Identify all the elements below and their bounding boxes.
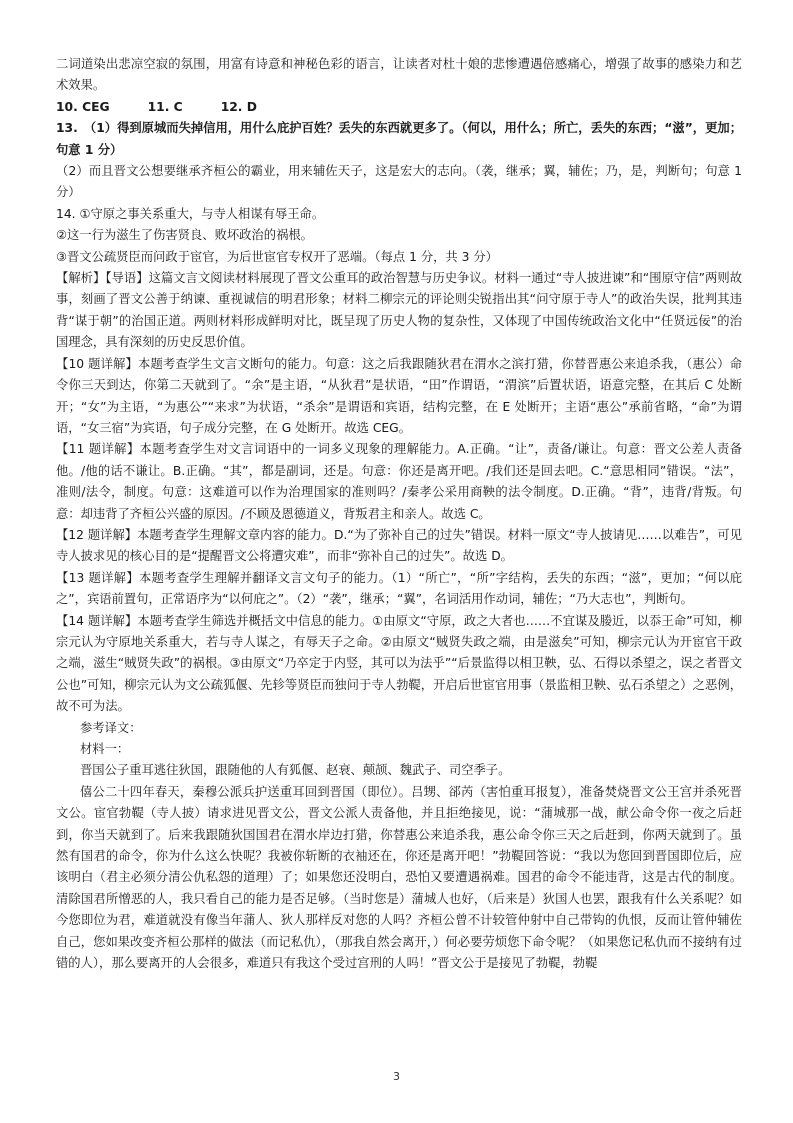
explanation-13: 【13 题详解】本题考查学生理解并翻译文言文句子的能力。（1）“所亡”，“所”字结构，丢失的东西；“滋”，更加；“何以庇之”，宾语前置句，正常语序为“以何庇之”。（2）“袭”，继承；“翼”，名词活用作动词，辅佐；“乃大志也”，判断句。 — [56, 570, 742, 607]
explanation-14: 【14 题详解】本题考查学生筛选并概括文中信息的能力。①由原文“守原，政之大者也……不宜谋及媵近，以忝王命”可知，柳宗元认为守原地关系重大，若与寺人谋之，有辱天子之命。②由原文“贼贤失政之端，由是滋矣”可知，柳宗元认为开宦官干政之端，滋生“贼贤失政”的祸根。③由原文“乃卒定于内竖，其可以为法乎”“后景监得以相卫鞅，弘、石得以杀望之，误之者晋文公也”可知，柳宗元认为文公疏狐偃、先轸等贤臣而独问于寺人勃鞮，开启后世宦官用事（景监相卫鞅、弘石杀望之）之恶例，故不可为法。 — [56, 613, 742, 714]
answer-10: 10. CEG — [56, 99, 110, 114]
page-number: 3 — [393, 1070, 400, 1083]
translation-paragraph-2: 僖公二十四年春天，秦穆公派兵护送重耳回到晋国（即位）。吕甥、郤芮（害怕重耳报复），准备焚烧晋文公王宫并杀死晋文公。宦官勃鞮（寺人披）请求进见晋文公，晋文公派人责备他，并且拒绝接见，说：“蒲城那一战，献公命令你一夜之后赶到，你当天就到了。后来我跟随狄国国君在渭水岸边打猎，你替惠公来追杀我，惠公命令你三天之后赶到，你两天就到了。虽然有国君的命令，你为什么这么快呢？我被你斩断的衣袖还在，你还是离开吧！”勃鞮回答说：“我以为您回到晋国即位后，应该明白（君主必须分清公仇私怨的道理）了；如果您还没明白，恐怕又要遭遇祸难。国君的命令不能违背，这是古代的制度。清除国君所憎恶的人，我只看自己的能力是否足够。（当时您是）蒲城人也好，（后来是）狄国人也罢，跟我有什么关系呢？如今您即位为君，难道就没有像当年蒲人、狄人那样反对您的人吗？齐桓公曾不计较管仲射中自己带钩的仇恨，反而让管仲辅佐自己，您如果改变齐桓公那样的做法（而记私仇），（那我自然会离开，）何必要劳烦您下命令呢？（如果您记私仇而不接纳有过错的人），那么要离开的人会很多，难道只有我这个受过宫刑的人吗！”晋文公于是接见了勃鞮，勃鞮 — [56, 784, 742, 971]
material-1-heading: 材料一： — [80, 742, 130, 756]
answer-12: 12. D — [220, 99, 257, 114]
explanation-11: 【11 题详解】本题考查学生对文言词语中的一词多义现象的理解能力。A.正确。“让”，责备/谦让。句意：晋文公差人责备他。/他的话不谦让。B.正确。“其”，都是副词，还是。句意：你还是离开吧。/我们还是回去吧。C.“意思相同”错误。“法”，准则/法令，制度。句意：这难道可以作为治理国家的准则吗？/秦孝公采用商鞅的法令制度。D.正确。“背”，违背/背叛。句意：却违背了齐桓公兴盛的原因。/不顾及恩德道义，背叛君主和亲人。故选 C。 — [56, 442, 742, 521]
answer-14-point-2: ②这一行为滋生了伤害贤良、败坏政治的祸根。 — [56, 228, 313, 243]
answer-13-part-2: （2）而且晋文公想要继承齐桓公的霸业，用来辅佐天子，这是宏大的志向。（袭，继承；翼，辅佐；乃，是，判断句；句意 1 分） — [56, 164, 742, 200]
translation-paragraph-1: 晋国公子重耳逃往狄国，跟随他的人有狐偃、赵衰、颠颉、魏武子、司空季子。 — [80, 763, 511, 778]
explanation-12: 【12 题详解】本题考查学生理解文章内容的能力。D.“为了弥补自己的过失”错误。材料一原文“寺人披请见……以难告”，可见寺人披求见的核心目的是“提醒晋文公将遭灾难”，而非“弥补自己的过失”。故选 D。 — [56, 527, 742, 564]
text-line: 二词道染出悲凉空寂的氛围，用富有诗意和神秘色彩的语言，让读者对杜十娘的悲惨遭遇倍感痛心，增强了故事的感染力和艺术效果。 — [56, 57, 742, 93]
document-page — [56, 54, 742, 974]
explanation-10: 【10 题详解】本题考查学生文言文断句的能力。句意：这之后我跟随狄君在渭水之滨打猎，你替晋惠公来追杀我，（惠公）命令你三天到达，你第二天就到了。“余”是主语，“从狄君”是状语，“田”作谓语，“渭滨”后置状语，语意完整，在其后 C 处断开；“女”为主语，“为惠公”“来求”为状语，“杀余”是谓语和宾语，结构完整，在 E 处断开；主语“惠公”承前省略，“命”为谓语，“女三宿”为宾语，句子成分完整，在 G 处断开。故选 CEG。 — [56, 356, 742, 435]
answer-13-part-1: 13. （1）得到原城而失掉信用，用什么庇护百姓？丢失的东西就更多了。（何以，用什么；所亡，丢失的东西；“滋”，更加；句意 1 分） — [56, 121, 742, 157]
answer-11: 11. C — [147, 99, 183, 114]
analysis-paragraph: 【解析】【导语】这篇文言文阅读材料展现了晋文公重耳的政治智慧与历史争议。材料一通过“寺人披进谏”和“围原守信”两则故事，刻画了晋文公善于纳谏、重视诚信的明君形象；材料二柳宗元的评论则尖锐指出其“问守原于寺人”的政治失误，批判其违背“谋于朝”的治国正道。两则材料形成鲜明对比，既呈现了历史人物的复杂性，又体现了中国传统政治文化中“任贤远佞”的治国理念，具有深刻的历史反思价值。 — [56, 271, 742, 350]
answer-14-point-1: 14. ①守原之事关系重大，与寺人相谋有辱王命。 — [56, 206, 325, 221]
answer-row — [56, 97, 742, 118]
answer-14-point-3: ③晋文公疏贤臣而问政于宦官，为后世宦官专权开了恶端。（每点 1 分，共 3 分） — [56, 249, 498, 264]
reference-translation-heading: 参考译文： — [80, 720, 142, 735]
